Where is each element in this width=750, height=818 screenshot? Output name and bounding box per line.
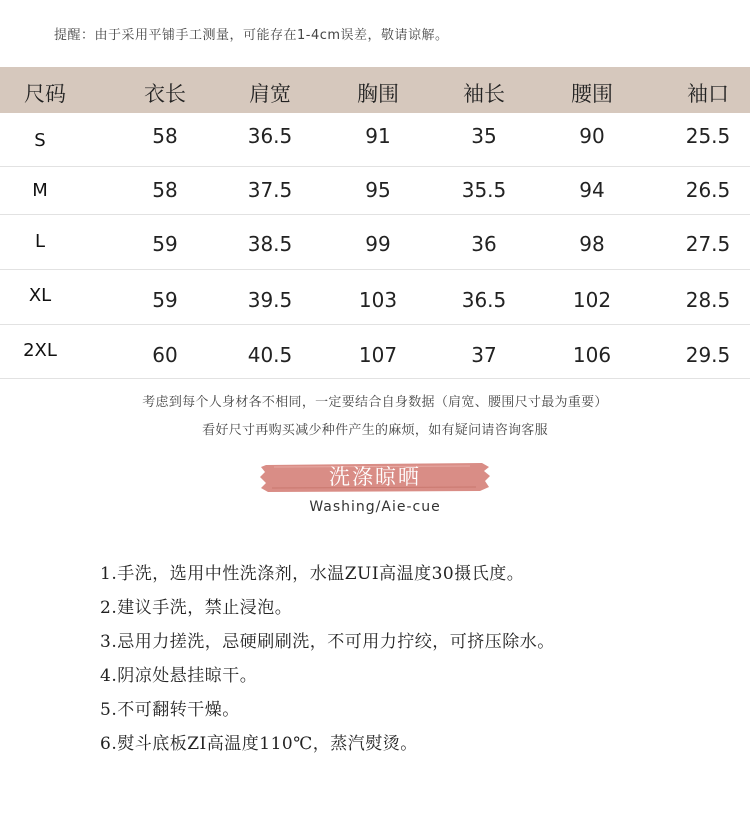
care-item: 2.建议手洗，禁止浸泡。: [100, 598, 293, 618]
header-sleeve: 袖长: [463, 82, 505, 106]
table-cell: 27.5: [685, 232, 731, 256]
table-cell: 36: [471, 232, 497, 256]
washing-title-badge: [260, 461, 490, 493]
header-waist: 腰围: [571, 82, 613, 106]
table-cell: 59: [152, 288, 178, 312]
table-cell: 103: [358, 288, 398, 312]
table-row: [0, 270, 750, 325]
care-item: 4.阴凉处悬挂晾干。: [100, 666, 258, 686]
washing-title: 洗涤晾晒: [329, 465, 421, 489]
care-item: 3.忌用力搓洗，忌硬刷刷洗，不可用力拧绞，可挤压除水。: [100, 632, 555, 652]
table-cell: 90: [579, 124, 605, 148]
table-cell: 91: [365, 124, 391, 148]
size-table-header: [0, 67, 750, 113]
table-cell: 98: [579, 232, 605, 256]
washing-subtitle: Washing/Aie-cue: [309, 499, 441, 515]
care-item: 5.不可翻转干燥。: [100, 700, 240, 720]
table-cell: 25.5: [685, 124, 731, 148]
table-row: [0, 167, 750, 215]
size-label: 2XL: [23, 340, 57, 361]
table-row: [0, 113, 750, 167]
table-cell: 35.5: [461, 178, 507, 202]
table-cell: 37: [471, 343, 497, 367]
size-label: XL: [28, 285, 52, 306]
table-cell: 59: [152, 232, 178, 256]
table-cell: 102: [572, 288, 612, 312]
table-cell: 39.5: [247, 288, 293, 312]
measurement-tip: 提醒：由于采用平铺手工测量，可能存在1-4cm误差，敬请谅解。: [54, 28, 449, 43]
size-label: M: [32, 180, 48, 201]
table-cell: 94: [579, 178, 605, 202]
table-cell: 36.5: [247, 124, 293, 148]
table-cell: 38.5: [247, 232, 293, 256]
fit-note-1: 考虑到每个人身材各不相同，一定要结合自身数据（肩宽、腰围尺寸最为重要）: [142, 395, 608, 410]
header-chest: 胸围: [357, 82, 399, 106]
table-cell: 29.5: [685, 343, 731, 367]
size-label: L: [34, 231, 46, 252]
table-cell: 58: [152, 124, 178, 148]
table-row: [0, 325, 750, 379]
header-cuff: 袖口: [687, 82, 729, 106]
care-instructions: [100, 560, 555, 764]
table-cell: 60: [152, 343, 178, 367]
size-label: S: [34, 130, 46, 151]
table-cell: 99: [365, 232, 391, 256]
header-length: 衣长: [144, 82, 186, 106]
header-size: 尺码: [24, 82, 66, 106]
table-cell: 26.5: [685, 178, 731, 202]
table-cell: 28.5: [685, 288, 731, 312]
table-row: [0, 215, 750, 270]
table-cell: 58: [152, 178, 178, 202]
table-cell: 106: [572, 343, 612, 367]
fit-note-2: 看好尺寸再购买减少种件产生的麻烦，如有疑问请咨询客服: [202, 423, 548, 438]
table-cell: 40.5: [247, 343, 293, 367]
care-item: 1.手洗，选用中性洗涤剂，水温ZUI高温度30摄氏度。: [100, 564, 525, 584]
table-cell: 95: [365, 178, 391, 202]
table-cell: 107: [358, 343, 398, 367]
size-table: [0, 67, 750, 379]
header-shoulder: 肩宽: [249, 82, 291, 106]
care-item: 6.熨斗底板ZI高温度110℃，蒸汽熨烫。: [100, 734, 418, 754]
table-cell: 36.5: [461, 288, 507, 312]
table-cell: 35: [471, 124, 497, 148]
table-cell: 37.5: [247, 178, 293, 202]
